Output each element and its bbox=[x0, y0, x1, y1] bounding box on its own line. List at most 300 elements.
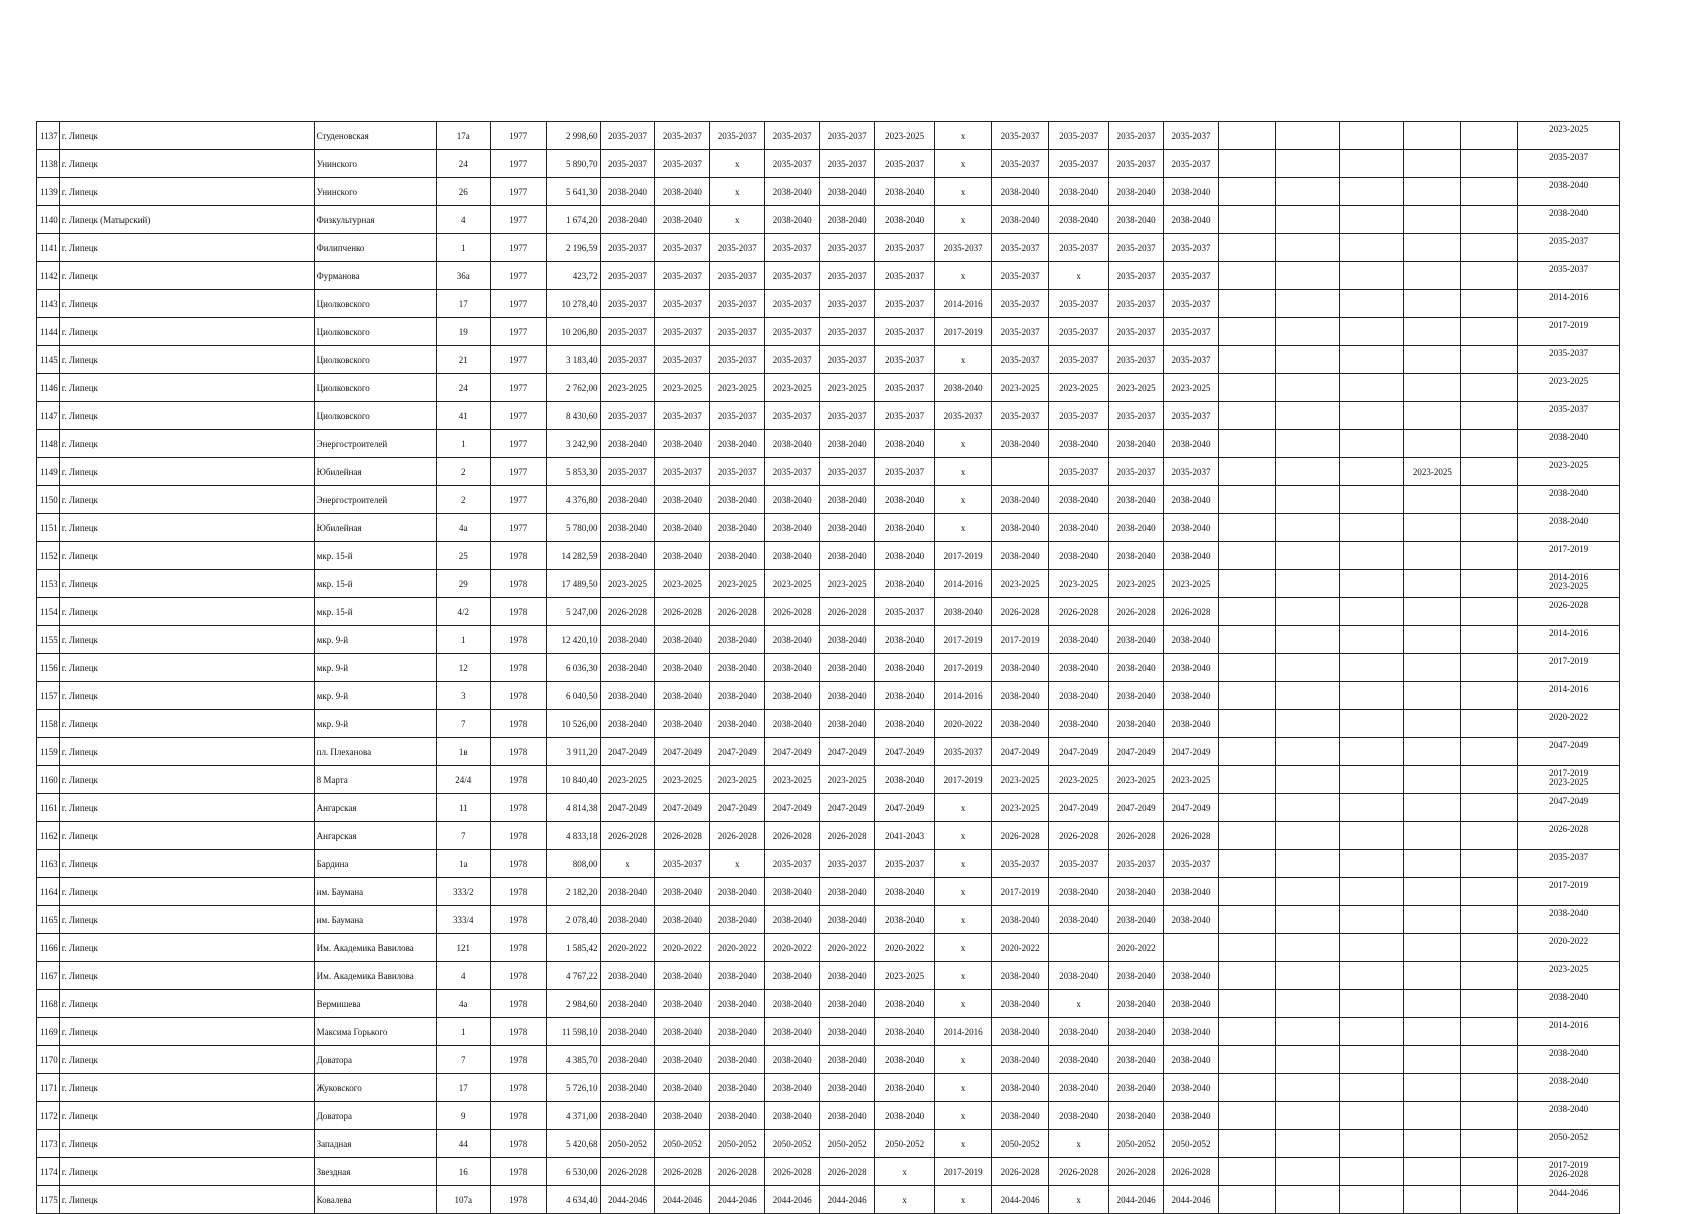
table-cell bbox=[1340, 150, 1404, 178]
table-cell: 1978 bbox=[490, 934, 546, 962]
table-cell bbox=[1340, 570, 1404, 598]
table-cell: 2035-2037 bbox=[820, 150, 875, 178]
table-cell: 2038-2040 bbox=[875, 990, 935, 1018]
table-cell: 2038-2040 bbox=[655, 1046, 710, 1074]
table-cell: 2023-2025 bbox=[600, 570, 655, 598]
table-cell bbox=[1218, 206, 1275, 234]
table-cell: 2035-2037 bbox=[1518, 850, 1620, 878]
table-cell: 2014-2016 bbox=[935, 290, 992, 318]
table-cell: 2023-2025 bbox=[600, 374, 655, 402]
table-cell: 2038-2040 bbox=[1164, 710, 1219, 738]
table-cell: г. Липецк bbox=[59, 122, 314, 150]
table-cell: 2035-2037 bbox=[992, 402, 1049, 430]
table-cell: 2 984,60 bbox=[546, 990, 600, 1018]
table-cell: 2020-2022 bbox=[655, 934, 710, 962]
table-cell: 2047-2049 bbox=[1109, 794, 1164, 822]
table-cell: 6 036,30 bbox=[546, 654, 600, 682]
table-cell bbox=[1218, 1158, 1275, 1186]
table-cell: 1139 bbox=[37, 178, 60, 206]
table-cell bbox=[1404, 402, 1461, 430]
table-cell: 2038-2040 bbox=[600, 514, 655, 542]
table-cell: 121 bbox=[436, 934, 490, 962]
table-cell: x bbox=[935, 878, 992, 906]
table-cell: x bbox=[935, 822, 992, 850]
table-cell: 24/4 bbox=[436, 766, 490, 794]
table-cell: x bbox=[875, 1158, 935, 1186]
table-cell: 2038-2040 bbox=[765, 626, 820, 654]
table-cell: 2 998,60 bbox=[546, 122, 600, 150]
table-cell: 2038-2040 bbox=[992, 1046, 1049, 1074]
table-cell bbox=[1404, 626, 1461, 654]
table-cell: 2038-2040 bbox=[1109, 430, 1164, 458]
table-cell: 2038-2040 bbox=[765, 1046, 820, 1074]
table-cell bbox=[1218, 878, 1275, 906]
table-cell: 2038-2040 bbox=[1164, 542, 1219, 570]
table-cell: 1149 bbox=[37, 458, 60, 486]
table-cell bbox=[1218, 1018, 1275, 1046]
table-cell bbox=[1461, 514, 1518, 542]
table-row bbox=[37, 598, 1620, 626]
table-cell: 2017-2019 bbox=[935, 766, 992, 794]
table-cell: 1155 bbox=[37, 626, 60, 654]
table-cell: 2035-2037 bbox=[655, 346, 710, 374]
table-cell: 2038-2040 bbox=[710, 542, 765, 570]
table-cell: 2047-2049 bbox=[765, 794, 820, 822]
table-cell bbox=[1340, 122, 1404, 150]
table-cell: г. Липецк bbox=[59, 290, 314, 318]
table-cell bbox=[1218, 598, 1275, 626]
table-cell: 2038-2040 bbox=[655, 486, 710, 514]
table-cell: 2035-2037 bbox=[875, 402, 935, 430]
table-cell: 2035-2037 bbox=[600, 346, 655, 374]
table-cell bbox=[1404, 962, 1461, 990]
table-cell: 2026-2028 bbox=[765, 822, 820, 850]
table-cell bbox=[1275, 878, 1339, 906]
table-row bbox=[37, 794, 1620, 822]
table-cell: 2038-2040 bbox=[765, 178, 820, 206]
table-cell: 2035-2037 bbox=[1164, 122, 1219, 150]
table-cell bbox=[1461, 990, 1518, 1018]
table-cell: 2014-2016 bbox=[1518, 1018, 1620, 1046]
table-cell: 2035-2037 bbox=[935, 402, 992, 430]
table-cell: 2047-2049 bbox=[1049, 738, 1109, 766]
table-cell: 2038-2040 bbox=[1049, 514, 1109, 542]
table-cell: 1146 bbox=[37, 374, 60, 402]
table-body bbox=[37, 122, 1620, 1214]
table-cell bbox=[1218, 570, 1275, 598]
table-cell: 2038-2040 bbox=[710, 654, 765, 682]
table-cell: 2026-2028 bbox=[1049, 822, 1109, 850]
table-cell: 2038-2040 bbox=[1109, 206, 1164, 234]
table-cell: 2035-2037 bbox=[1049, 346, 1109, 374]
table-cell: 2038-2040 bbox=[655, 626, 710, 654]
table-cell bbox=[992, 458, 1049, 486]
table-cell bbox=[1404, 290, 1461, 318]
table-cell: 2023-2025 bbox=[820, 766, 875, 794]
table-cell: 2038-2040 bbox=[992, 710, 1049, 738]
table-cell bbox=[1340, 1018, 1404, 1046]
table-cell: 2035-2037 bbox=[1109, 150, 1164, 178]
table-cell: 1158 bbox=[37, 710, 60, 738]
table-cell bbox=[1275, 542, 1339, 570]
table-cell bbox=[1275, 626, 1339, 654]
table-cell: 4 376,80 bbox=[546, 486, 600, 514]
table-cell: 2038-2040 bbox=[1049, 682, 1109, 710]
table-cell: 2038-2040 bbox=[1109, 962, 1164, 990]
table-cell: x bbox=[1049, 1186, 1109, 1214]
table-cell: 333/2 bbox=[436, 878, 490, 906]
table-cell bbox=[1275, 1074, 1339, 1102]
table-cell bbox=[1404, 850, 1461, 878]
table-cell: 2038-2040 bbox=[1109, 626, 1164, 654]
table-row bbox=[37, 122, 1620, 150]
table-cell: 2017-2019 bbox=[1518, 318, 1620, 346]
table-cell: 2038-2040 bbox=[1109, 710, 1164, 738]
table-cell: 2038-2040 bbox=[935, 598, 992, 626]
table-cell: 2038-2040 bbox=[600, 486, 655, 514]
table-cell bbox=[1340, 766, 1404, 794]
table-cell: 2047-2049 bbox=[1518, 738, 1620, 766]
table-cell: 2038-2040 bbox=[875, 486, 935, 514]
table-cell: x bbox=[935, 206, 992, 234]
table-cell: 2038-2040 bbox=[1164, 206, 1219, 234]
table-cell: г. Липецк bbox=[59, 150, 314, 178]
table-cell: 2026-2028 bbox=[1518, 598, 1620, 626]
table-cell: 2038-2040 bbox=[600, 206, 655, 234]
table-cell: им. Баумана bbox=[314, 906, 436, 934]
table-cell: 2038-2040 bbox=[655, 906, 710, 934]
table-cell: 2038-2040 bbox=[1049, 710, 1109, 738]
table-cell: 2038-2040 bbox=[1164, 1074, 1219, 1102]
table-cell: 2038-2040 bbox=[765, 486, 820, 514]
table-cell: 1175 bbox=[37, 1186, 60, 1214]
table-row bbox=[37, 710, 1620, 738]
table-cell: 2035-2037 bbox=[1049, 318, 1109, 346]
table-cell bbox=[1404, 766, 1461, 794]
table-cell: x bbox=[935, 794, 992, 822]
table-cell bbox=[1340, 738, 1404, 766]
table-cell: 2035-2037 bbox=[1109, 290, 1164, 318]
table-row bbox=[37, 626, 1620, 654]
table-cell: 2026-2028 bbox=[655, 822, 710, 850]
table-cell bbox=[1218, 458, 1275, 486]
table-cell: г. Липецк bbox=[59, 374, 314, 402]
table-cell: г. Липецк bbox=[59, 458, 314, 486]
table-cell: 2038-2040 bbox=[1518, 906, 1620, 934]
table-cell: 2023-2025 bbox=[600, 766, 655, 794]
table-cell: x bbox=[875, 1186, 935, 1214]
table-cell: 2035-2037 bbox=[710, 458, 765, 486]
table-cell bbox=[1461, 682, 1518, 710]
table-cell: 2047-2049 bbox=[1109, 738, 1164, 766]
table-cell bbox=[1275, 1158, 1339, 1186]
table-cell: 2035-2037 bbox=[1164, 318, 1219, 346]
table-cell bbox=[1404, 1158, 1461, 1186]
table-cell: 10 278,40 bbox=[546, 290, 600, 318]
table-cell: 2038-2040 bbox=[655, 178, 710, 206]
table-cell: 2038-2040 bbox=[765, 906, 820, 934]
table-cell: 2035-2037 bbox=[1518, 234, 1620, 262]
table-cell: 1977 bbox=[490, 430, 546, 458]
table-cell: 5 420,68 bbox=[546, 1130, 600, 1158]
table-cell bbox=[1218, 486, 1275, 514]
table-cell: 2035-2037 bbox=[992, 318, 1049, 346]
table-cell: 1977 bbox=[490, 402, 546, 430]
table-cell: 2038-2040 bbox=[1109, 542, 1164, 570]
table-cell: 2023-2025 bbox=[820, 374, 875, 402]
table-cell: 4а bbox=[436, 514, 490, 542]
table-cell bbox=[1461, 570, 1518, 598]
table-cell: 2017-2019 bbox=[935, 1158, 992, 1186]
table-cell: 5 641,30 bbox=[546, 178, 600, 206]
table-cell bbox=[1275, 906, 1339, 934]
table-cell: 17 bbox=[436, 290, 490, 318]
table-cell: x bbox=[935, 990, 992, 1018]
table-cell bbox=[1340, 542, 1404, 570]
table-cell: 2038-2040 bbox=[820, 906, 875, 934]
table-cell: 2047-2049 bbox=[820, 738, 875, 766]
table-row bbox=[37, 1102, 1620, 1130]
table-cell: 2020-2022 bbox=[820, 934, 875, 962]
table-cell: 2035-2037 bbox=[655, 850, 710, 878]
table-row bbox=[37, 1130, 1620, 1158]
table-cell bbox=[1404, 374, 1461, 402]
table-cell: г. Липецк (Матырский) bbox=[59, 206, 314, 234]
table-cell: 1978 bbox=[490, 1158, 546, 1186]
table-row bbox=[37, 290, 1620, 318]
table-cell: 1978 bbox=[490, 1046, 546, 1074]
table-cell bbox=[1404, 906, 1461, 934]
table-cell: 2038-2040 bbox=[710, 1102, 765, 1130]
table-cell: 2035-2037 bbox=[875, 318, 935, 346]
table-cell: 2014-2016 bbox=[1518, 626, 1620, 654]
table-cell: 12 420,10 bbox=[546, 626, 600, 654]
table-cell: 1978 bbox=[490, 962, 546, 990]
table-cell bbox=[1275, 374, 1339, 402]
table-cell: 2038-2040 bbox=[992, 906, 1049, 934]
table-cell: 2038-2040 bbox=[710, 626, 765, 654]
table-cell: 2035-2037 bbox=[875, 374, 935, 402]
table-cell: 2038-2040 bbox=[765, 654, 820, 682]
table-cell: 2038-2040 bbox=[710, 682, 765, 710]
table-cell: x bbox=[1049, 1130, 1109, 1158]
table-cell: 1138 bbox=[37, 150, 60, 178]
table-cell: Циолковского bbox=[314, 374, 436, 402]
table-cell: 1171 bbox=[37, 1074, 60, 1102]
table-cell: 2038-2040 bbox=[1164, 514, 1219, 542]
table-cell: 25 bbox=[436, 542, 490, 570]
table-cell: Ангарская bbox=[314, 822, 436, 850]
table-cell: 1978 bbox=[490, 598, 546, 626]
table-cell: 2035-2037 bbox=[765, 850, 820, 878]
table-cell: 2035-2037 bbox=[600, 122, 655, 150]
table-cell: 24 bbox=[436, 150, 490, 178]
table-cell: 1164 bbox=[37, 878, 60, 906]
table-cell bbox=[1340, 430, 1404, 458]
table-row bbox=[37, 262, 1620, 290]
table-cell: 2035-2037 bbox=[1049, 290, 1109, 318]
table-cell: Им. Академика Вавилова bbox=[314, 962, 436, 990]
table-cell: 423,72 bbox=[546, 262, 600, 290]
table-cell bbox=[1340, 1158, 1404, 1186]
table-cell: 2038-2040 bbox=[765, 514, 820, 542]
table-cell: 2038-2040 bbox=[1109, 178, 1164, 206]
table-cell: 1168 bbox=[37, 990, 60, 1018]
table-cell bbox=[1461, 1158, 1518, 1186]
table-cell: г. Липецк bbox=[59, 654, 314, 682]
table-row bbox=[37, 458, 1620, 486]
table-row bbox=[37, 934, 1620, 962]
table-cell: 2026-2028 bbox=[1049, 598, 1109, 626]
table-cell: x bbox=[935, 122, 992, 150]
table-cell bbox=[1218, 234, 1275, 262]
table-cell: 2014-2016 bbox=[935, 682, 992, 710]
table-cell: 1161 bbox=[37, 794, 60, 822]
table-cell bbox=[1275, 1018, 1339, 1046]
table-cell: пл. Плеханова bbox=[314, 738, 436, 766]
table-cell: 2038-2040 bbox=[710, 962, 765, 990]
table-cell bbox=[1340, 234, 1404, 262]
table-cell: 2020-2022 bbox=[1518, 934, 1620, 962]
table-cell bbox=[1218, 934, 1275, 962]
table-cell: 1978 bbox=[490, 850, 546, 878]
table-cell: 1977 bbox=[490, 318, 546, 346]
table-cell: x bbox=[935, 1130, 992, 1158]
table-cell: 2017-2019 bbox=[1518, 654, 1620, 682]
table-cell: 2026-2028 bbox=[655, 598, 710, 626]
table-row bbox=[37, 570, 1620, 598]
table-cell: 2023-2025 bbox=[1518, 374, 1620, 402]
table-cell: 7 bbox=[436, 822, 490, 850]
table-cell: Максима Горького bbox=[314, 1018, 436, 1046]
table-cell: 1977 bbox=[490, 290, 546, 318]
table-cell: 2038-2040 bbox=[875, 430, 935, 458]
table-cell bbox=[1404, 1102, 1461, 1130]
table-cell bbox=[1461, 822, 1518, 850]
table-cell: 2035-2037 bbox=[875, 850, 935, 878]
table-cell: 2038-2040 bbox=[600, 906, 655, 934]
table-cell: Энергостроителей bbox=[314, 486, 436, 514]
table-cell bbox=[1461, 654, 1518, 682]
table-cell bbox=[1275, 934, 1339, 962]
table-cell: 2035-2037 bbox=[992, 290, 1049, 318]
table-cell: 2014-2016 bbox=[935, 570, 992, 598]
table-cell: 2023-2025 bbox=[992, 766, 1049, 794]
table-cell: 2035-2037 bbox=[765, 262, 820, 290]
table-cell: г. Липецк bbox=[59, 570, 314, 598]
table-cell: Унинского bbox=[314, 150, 436, 178]
table-cell: 1978 bbox=[490, 1186, 546, 1214]
table-cell: г. Липецк bbox=[59, 738, 314, 766]
table-cell: 2038-2040 bbox=[765, 1102, 820, 1130]
table-cell: г. Липецк bbox=[59, 598, 314, 626]
table-cell: 1а bbox=[436, 850, 490, 878]
table-cell: 2035-2037 bbox=[1164, 402, 1219, 430]
table-cell: 2038-2040 bbox=[655, 514, 710, 542]
table-cell: 4 767,22 bbox=[546, 962, 600, 990]
table-cell: 2026-2028 bbox=[600, 1158, 655, 1186]
table-cell: 2038-2040 bbox=[1164, 1046, 1219, 1074]
table-cell: 2038-2040 bbox=[710, 1074, 765, 1102]
table-row bbox=[37, 1018, 1620, 1046]
table-cell: мкр. 9-й bbox=[314, 654, 436, 682]
table-cell: 2035-2037 bbox=[992, 262, 1049, 290]
table-cell: 1140 bbox=[37, 206, 60, 234]
table-cell: г. Липецк bbox=[59, 794, 314, 822]
table-cell: 1978 bbox=[490, 654, 546, 682]
table-cell bbox=[1404, 150, 1461, 178]
table-cell bbox=[1218, 850, 1275, 878]
table-cell: 2047-2049 bbox=[992, 738, 1049, 766]
table-cell: мкр. 9-й bbox=[314, 710, 436, 738]
table-cell bbox=[1461, 206, 1518, 234]
table-cell: 2035-2037 bbox=[1109, 318, 1164, 346]
table-cell: г. Липецк bbox=[59, 766, 314, 794]
table-cell: 2038-2040 bbox=[1049, 1074, 1109, 1102]
table-cell: 2044-2046 bbox=[1109, 1186, 1164, 1214]
table-cell: 1977 bbox=[490, 234, 546, 262]
table-cell: 2035-2037 bbox=[820, 458, 875, 486]
table-cell: 2023-2025 bbox=[1109, 570, 1164, 598]
table-cell: 2038-2040 bbox=[820, 626, 875, 654]
table-cell bbox=[1164, 934, 1219, 962]
table-cell: 17 bbox=[436, 1074, 490, 1102]
table-cell: 2035-2037 bbox=[600, 318, 655, 346]
table-cell: 2035-2037 bbox=[710, 346, 765, 374]
table-cell: 2035-2037 bbox=[1049, 150, 1109, 178]
table-cell: 1978 bbox=[490, 682, 546, 710]
table-cell: 2038-2040 bbox=[1109, 990, 1164, 1018]
table-cell bbox=[1461, 1074, 1518, 1102]
table-cell: 2035-2037 bbox=[820, 346, 875, 374]
table-cell: 2044-2046 bbox=[820, 1186, 875, 1214]
table-row bbox=[37, 822, 1620, 850]
table-cell: 2038-2040 bbox=[600, 1102, 655, 1130]
table-cell bbox=[1340, 178, 1404, 206]
table-cell: 2038-2040 bbox=[820, 878, 875, 906]
table-cell: 2023-2025 bbox=[1518, 122, 1620, 150]
table-cell bbox=[1218, 654, 1275, 682]
table-cell bbox=[1340, 654, 1404, 682]
table-cell: 1137 bbox=[37, 122, 60, 150]
table-cell bbox=[1275, 710, 1339, 738]
table-row bbox=[37, 318, 1620, 346]
table-cell: 2038-2040 bbox=[935, 374, 992, 402]
table-cell: 2038-2040 bbox=[820, 710, 875, 738]
table-row bbox=[37, 542, 1620, 570]
table-cell: 2047-2049 bbox=[765, 738, 820, 766]
table-cell bbox=[1461, 122, 1518, 150]
table-cell: 2038-2040 bbox=[992, 990, 1049, 1018]
table-cell: г. Липецк bbox=[59, 346, 314, 374]
table-cell: Ковалева bbox=[314, 1186, 436, 1214]
table-cell: 2038-2040 bbox=[992, 682, 1049, 710]
table-cell: 2035-2037 bbox=[935, 234, 992, 262]
table-row bbox=[37, 738, 1620, 766]
table-cell bbox=[1340, 402, 1404, 430]
table-cell: 19 bbox=[436, 318, 490, 346]
table-cell bbox=[1275, 738, 1339, 766]
table-cell bbox=[1340, 262, 1404, 290]
table-cell bbox=[1461, 290, 1518, 318]
table-cell: 2050-2052 bbox=[600, 1130, 655, 1158]
table-cell bbox=[1461, 150, 1518, 178]
table-cell: 1978 bbox=[490, 766, 546, 794]
table-cell: 2 182,20 bbox=[546, 878, 600, 906]
table-cell: г. Липецк bbox=[59, 486, 314, 514]
table-cell: 2035-2037 bbox=[1049, 402, 1109, 430]
table-cell bbox=[1404, 122, 1461, 150]
